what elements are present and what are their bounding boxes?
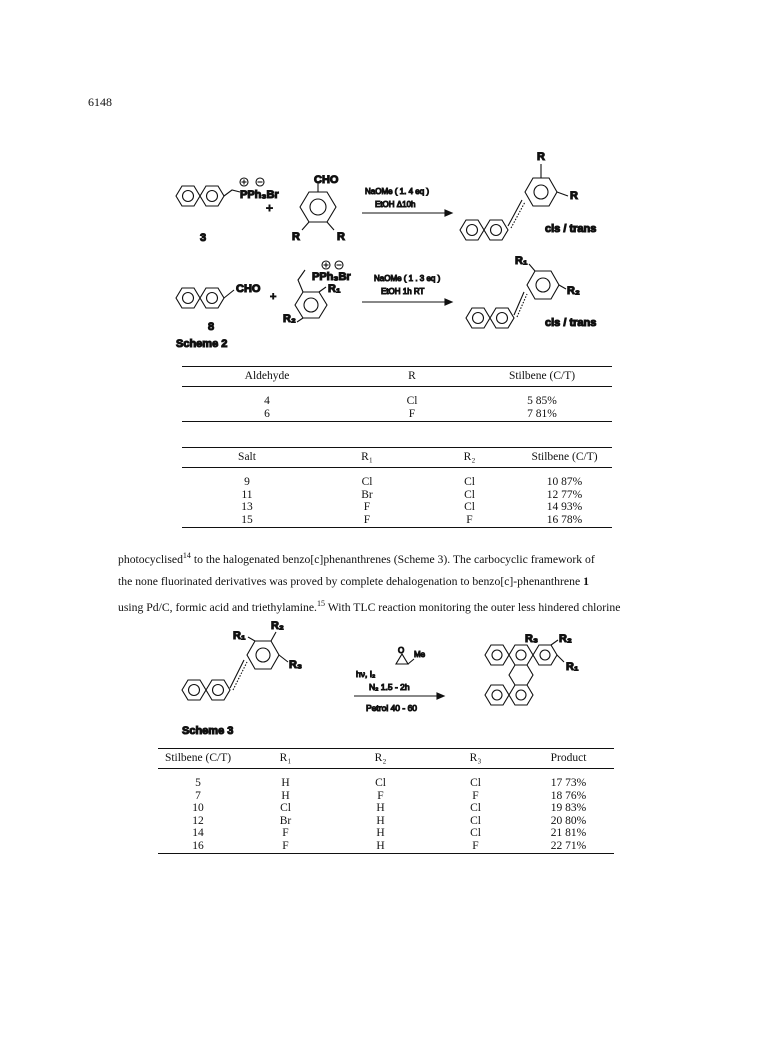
table-row (158, 802, 614, 815)
table-row (158, 840, 614, 854)
aldehyde-2-group-label: CHO (236, 283, 261, 295)
epoxide-methyl: Me (414, 650, 426, 659)
product-2-substituent-r1: R₁ (515, 255, 528, 267)
table-cell: H (376, 827, 385, 839)
table-cell: 19 83% (550, 802, 587, 814)
table-cell: 10 87% (546, 476, 583, 488)
table-header: Salt (182, 448, 312, 468)
table-cell: F (238, 840, 333, 854)
table-cell: F (428, 840, 523, 854)
table-row (182, 408, 612, 422)
table-row (158, 815, 614, 828)
table-header: R₁ (312, 448, 422, 468)
product-substituent-r2: R₂ (559, 633, 572, 645)
text-run: to the halogenated benzo[c]phenanthrenes (Scheme 3). The carbocyclic framework of (190, 552, 595, 566)
table-cell: 10 (192, 802, 204, 814)
table-cell: H (376, 802, 385, 814)
substituent-r-left: R (292, 231, 300, 243)
table-cell: 6 (182, 408, 352, 422)
text-run: using Pd/C, formic acid and triethylamine. (118, 600, 317, 614)
benzophenanthrene-product-structure (485, 640, 564, 705)
epoxide-structure (396, 654, 414, 664)
table-cell: Cl (464, 501, 475, 513)
table-header: R₂ (333, 749, 428, 769)
compound-number-8: 8 (208, 321, 215, 333)
table-row (182, 489, 612, 502)
page-number: 6148 (88, 95, 112, 109)
table-header: R₃ (428, 749, 523, 769)
product-substituent-r3: R₃ (525, 633, 539, 645)
salt-2-substituent-r2: R₂ (283, 313, 296, 325)
table-row (158, 790, 614, 803)
table-cell: 16 (158, 840, 238, 854)
reactant-substituent-r2: R₂ (271, 620, 284, 632)
table-cell: 22 71% (523, 840, 614, 854)
table-header: R₁ (238, 749, 333, 769)
table-header: Stilbene (C/T) (472, 367, 612, 387)
table-cell: 16 78% (517, 514, 612, 528)
product-1-substituent-top: R (537, 151, 545, 163)
table-cell: Cl (280, 802, 291, 814)
product-2-label: cis / trans (545, 317, 597, 329)
table-cell: F (377, 789, 384, 802)
conditions-nitrogen: N₂ 1.5 - 2h (369, 682, 410, 692)
table-cell: F (363, 501, 371, 513)
reactant-substituent-r1: R₁ (233, 630, 246, 642)
table-cell: Br (361, 488, 373, 501)
table-cell: 5 85% (527, 395, 557, 407)
table-cell: 7 81% (472, 408, 612, 422)
naphthaldehyde-structure (176, 288, 234, 308)
salt-2-substituent-r1: R₁ (328, 283, 341, 295)
compound-number-3: 3 (200, 232, 207, 244)
text-run: With TLC reaction monitoring the outer less hindered chlorine (324, 600, 621, 614)
table-cell: F (422, 514, 517, 528)
table-cell: 5 (195, 777, 201, 789)
product-2-substituent-r2: R₂ (567, 285, 580, 297)
table-row (182, 501, 612, 514)
table-cell: 20 80% (550, 814, 587, 827)
table-cell: Cl (375, 777, 386, 789)
product-1-label: cis / trans (545, 223, 597, 235)
text-run: the none fluorinated derivatives was proved by complete dehalogenation to benzo[c]-phenanthrene (118, 574, 584, 588)
text-run: photocyclised (118, 552, 183, 566)
table-header: R (352, 367, 472, 387)
aldehyde-group-label: CHO (314, 174, 339, 186)
table-header: Stilbene (C/T) (517, 448, 612, 468)
table-cell: 14 93% (546, 501, 583, 513)
reactant-substituent-r3: R₃ (289, 659, 303, 671)
plus-sign: + (266, 201, 274, 215)
table-cell: 21 81% (550, 827, 587, 839)
scheme-2-diagram (0, 0, 768, 360)
table-cell: 14 (192, 827, 204, 839)
stilbene-table (158, 748, 614, 854)
table-cell: Cl (470, 777, 481, 789)
scheme-3-label: Scheme 3 (182, 725, 234, 737)
conditions-1-bottom: EtOH Δ10h (375, 200, 416, 209)
table-cell: Cl (361, 476, 373, 488)
conditions-2-top: NaOMe ( 1 . 3 eq ) (374, 274, 441, 283)
table-header: Aldehyde (182, 367, 352, 387)
table-cell: H (333, 840, 428, 854)
table-cell: H (281, 777, 290, 789)
paragraph-line (118, 571, 653, 593)
table-cell: Cl (470, 827, 481, 839)
scheme-3-diagram (0, 610, 768, 760)
table-cell: H (281, 789, 290, 802)
table-cell: 12 (192, 814, 204, 827)
scheme-2-label: Scheme 2 (176, 338, 228, 350)
compound-number-1: 1 (583, 574, 589, 588)
table-cell: F (282, 827, 289, 839)
table-cell: Cl (406, 395, 418, 407)
table-cell: Cl (470, 802, 481, 814)
table-header: Stilbene (C/T) (158, 749, 238, 769)
table-cell: 15 (182, 514, 312, 528)
salt-table (182, 447, 612, 528)
table-cell: Cl (464, 488, 475, 501)
table-cell: F (472, 789, 479, 802)
table-cell: 4 (264, 395, 270, 407)
reference-15: 15 (316, 598, 325, 608)
stilbene-reactant-structure (182, 632, 288, 700)
table-cell: F (352, 408, 472, 422)
epoxide-oxygen: O (398, 646, 405, 655)
table-row (182, 395, 612, 408)
conditions-petrol: Petrol 40 - 60 (366, 703, 418, 713)
reagent-light-iodine: hν, I₂ (356, 669, 376, 679)
product-1-substituent-right: R (570, 190, 578, 202)
table-cell: F (312, 514, 422, 528)
table-cell: Cl (464, 476, 475, 488)
table-row (158, 827, 614, 840)
table-header: R₂ (422, 448, 517, 468)
table-cell: 13 (241, 501, 253, 513)
table-header: Product (523, 749, 614, 769)
product-substituent-r1: R₁ (566, 661, 579, 673)
table-cell: Br (279, 814, 292, 827)
aldehyde-table (182, 366, 612, 422)
table-cell: Cl (470, 814, 481, 827)
body-paragraph (118, 545, 653, 619)
salt-2-phosphorus-label: PPh₃Br (312, 271, 351, 283)
plus-sign-2: + (270, 291, 277, 303)
table-cell: 18 76% (550, 789, 587, 802)
table-row (182, 476, 612, 489)
reference-14: 14 (182, 551, 191, 560)
table-cell: 17 73% (550, 777, 587, 789)
salt-phosphorus-label: PPh₃Br (240, 189, 279, 201)
table-row (158, 777, 614, 790)
conditions-1-top: NaOMe ( 1. 4 eq ) (365, 187, 430, 196)
benzaldehyde-structure (300, 182, 336, 230)
table-cell: 7 (195, 789, 201, 802)
table-row (182, 514, 612, 528)
table-cell: 11 (241, 488, 253, 501)
conditions-2-bottom: EtOH 1h RT (381, 287, 425, 296)
paragraph-line (118, 545, 653, 571)
substituent-r-right: R (337, 231, 345, 243)
table-cell: H (376, 814, 385, 827)
table-cell: 9 (244, 476, 250, 488)
table-cell: 12 77% (546, 488, 583, 501)
